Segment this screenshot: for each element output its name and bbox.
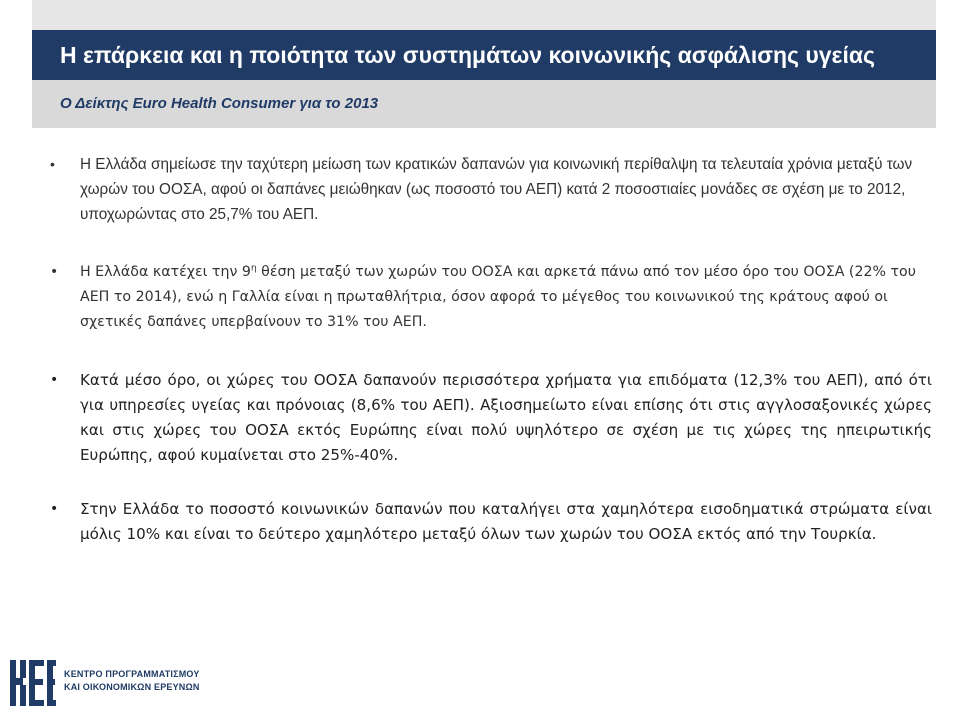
bullet-text	[80, 260, 932, 335]
bullet-text: Η Ελλάδα σημείωσε την ταχύτερη μείωση των κρατικών δαπανών για κοινωνική περίθαλψη τα τελευταία χρόνια μεταξύ των χωρών του ΟΟΣΑ, αφού οι δαπάνες μειώθηκαν (ως ποσοστό του ΑΕΠ) κατά 2 ποσοστιαίες μονάδες σε σχέση με το 2012, υποχωρώντας στο 25,7% του ΑΕΠ.	[80, 156, 913, 223]
bullet-dot-icon: •	[50, 264, 59, 280]
bullet-item	[50, 260, 932, 335]
bullet-item	[50, 368, 932, 468]
footer	[10, 658, 310, 710]
bullet-text-part: θέση μεταξύ των χωρών του ΟΟΣΑ και αρκετά πάνω από τον μέσο όρο του ΟΟΣΑ (22% του ΑΕΠ το 2014), ενώ η Γαλλία είναι η πρωταθλήτρια, όσον αφορά το μέγεθος του κοινωνικού της κράτους αφού οι σχετικές δαπάνες υπερβαίνουν το 31% του ΑΕΠ.	[80, 264, 916, 330]
slide-top-frame	[32, 0, 936, 30]
bullet-text-part: Η Ελλάδα κατέχει την 9	[80, 264, 251, 280]
organization-name-line: ΚΕΝΤΡΟ ΠΡΟΓΡΑΜΜΑΤΙΣΜΟΥ	[64, 669, 200, 679]
slide-subtitle: Ο Δείκτης Euro Health Consumer για το 2013	[32, 80, 936, 128]
bullet-dot-icon: •	[50, 501, 59, 517]
bullet-text: Στην Ελλάδα το ποσοστό κοινωνικών δαπανών που καταλήγει στα χαμηλότερα εισοδηματικά στρώματα είναι μόλις 10% και είναι το δεύτερο χαμηλότερο μεταξύ όλων των χωρών του ΟΟΣΑ εκτός από την Τουρκία.	[80, 500, 932, 543]
slide-title: Η επάρκεια και η ποιότητα των συστημάτων κοινωνικής ασφάλισης υγείας	[32, 30, 936, 80]
ordinal-superscript: η	[250, 263, 257, 274]
organization-name	[64, 668, 200, 694]
bullet-item	[50, 497, 932, 547]
bullet-item	[50, 152, 932, 227]
bullet-dot-icon: •	[50, 372, 59, 388]
bullet-text: Κατά μέσο όρο, οι χώρες του ΟΟΣΑ δαπανούν περισσότερα χρήματα για επιδόματα (12,3% του ΑΕΠ), από ότι για υπηρεσίες υγείας και πρόνοιας (8,6% του ΑΕΠ). Αξιοσημείωτο είναι επίσης ότι στις αγγλοσαξονικές χώρες και στις χώρες του ΟΟΣΑ εκτός Ευρώπης είναι πολύ υψηλότερο σε σχέση με τις χώρες της ηπειρωτικής Ευρώπης, αφού κυμαίνεται στο 25%-40%.	[80, 371, 932, 464]
organization-name-line: ΚΑΙ ΟΙΚΟΝΟΜΙΚΩΝ ΕΡΕΥΝΩΝ	[64, 682, 200, 692]
bullet-dot-icon: •	[50, 156, 55, 172]
kepe-logo-icon	[10, 658, 56, 708]
